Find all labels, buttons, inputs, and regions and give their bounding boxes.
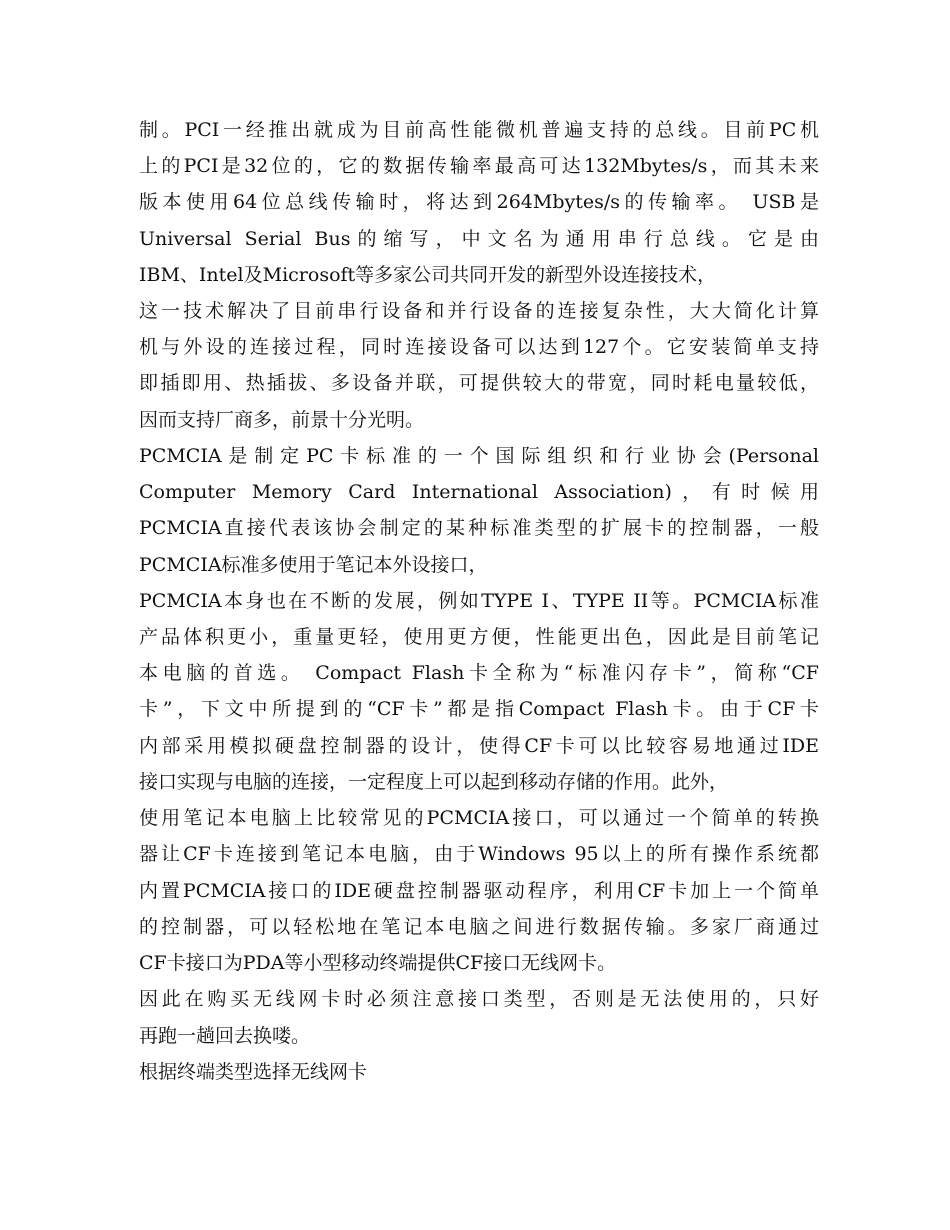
text-line: 产品体积更小，重量更轻，使用更方便，性能更出色，因此是目前笔记 <box>139 626 819 648</box>
text-line: IBM、Intel及Microsoft等多家公司共同开发的新型外设连接技术， <box>139 264 717 286</box>
text-line: CF卡接口为PDA等小型移动终端提供CF接口无线网卡。 <box>139 952 617 974</box>
text-line: Universal Serial Bus的缩写，中文名为通用串行总线。它是由 <box>139 228 819 250</box>
text-line: 上的PCI是32位的，它的数据传输率最高可达132Mbytes/s，而其未来 <box>139 155 819 177</box>
text-line: 本电脑的首选。 Compact Flash卡全称为“标准闪存卡”，简称“CF <box>139 662 819 684</box>
text-line: 使用笔记本电脑上比较常见的PCMCIA接口，可以通过一个简单的转换 <box>139 807 819 829</box>
text-line: 即插即用、热插拔、多设备并联，可提供较大的带宽，同时耗电量较低， <box>139 372 819 394</box>
text-line: 机与外设的连接过程，同时连接设备可以达到127个。它安装简单支持 <box>139 336 819 358</box>
text-line: 卡”，下文中所提到的“CF卡”都是指Compact Flash卡。由于CF卡 <box>139 698 819 720</box>
text-line: 内置PCMCIA接口的IDE硬盘控制器驱动程序，利用CF卡加上一个简单 <box>139 880 819 902</box>
text-line: PCMCIA直接代表该协会制定的某种标准类型的扩展卡的控制器，一般 <box>139 517 819 539</box>
text-line: Computer Memory Card International Association)，有时候用 <box>139 481 819 503</box>
text-line: 器让CF卡连接到笔记本电脑，由于Windows 95以上的所有操作系统都 <box>139 843 819 865</box>
text-line: 这一技术解决了目前串行设备和并行设备的连接复杂性，大大简化计算 <box>139 300 819 322</box>
text-line: PCMCIA是制定PC卡标准的一个国际组织和行业协会(Personal <box>139 445 819 467</box>
text-line: 版本使用64位总线传输时，将达到264Mbytes/s的传输率。 USB是 <box>139 191 819 213</box>
text-line: PCMCIA标准多使用于笔记本外设接口， <box>139 554 488 576</box>
text-line: 制。PCI一经推出就成为目前高性能微机普遍支持的总线。目前PC机 <box>139 119 819 141</box>
text-line: 因而支持厂商多，前景十分光明。 <box>139 409 425 431</box>
text-line: 再跑一趟回去换喽。 <box>139 1025 311 1047</box>
text-line: 内部采用模拟硬盘控制器的设计，使得CF卡可以比较容易地通过IDE <box>139 735 819 757</box>
text-line: 接口实现与电脑的连接，一定程度上可以起到移动存储的作用。此外， <box>139 771 729 793</box>
text-line: 的控制器，可以轻松地在笔记本电脑之间进行数据传输。多家厂商通过 <box>139 916 819 938</box>
text-line: 因此在购买无线网卡时必须注意接口类型，否则是无法使用的，只好 <box>139 988 819 1010</box>
text-line: 根据终端类型选择无线网卡 <box>139 1061 368 1083</box>
text-line: PCMCIA本身也在不断的发展，例如TYPE I、TYPE II等。PCMCIA标准 <box>139 590 819 612</box>
